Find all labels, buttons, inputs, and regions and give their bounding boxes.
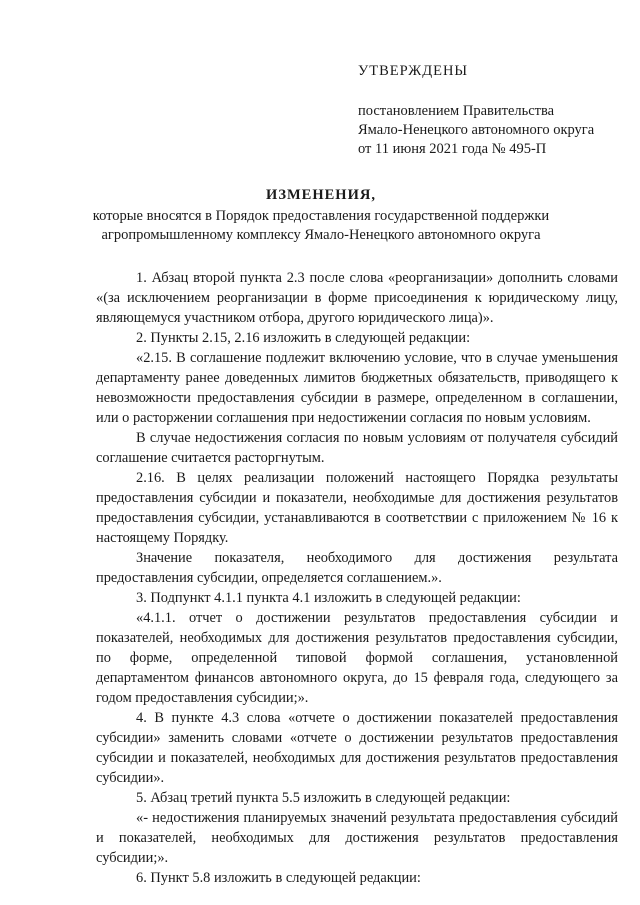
document-subtitle-line-1: которые вносятся в Порядок предоставления государственной поддержки	[92, 208, 550, 224]
approval-title: УТВЕРЖДЕНЫ	[358, 63, 469, 79]
paragraph-8: «4.1.1. отчет о достижении результатов предоставления субсидии и показателей, необходимых для достижения результатов предоставления субсидии, по форме, определенной типовой формой соглашения, установленной департаментом финансов автономного округа, до 15 февраля года, следующего за годом предоставления субсидии;».	[96, 610, 618, 706]
paragraph-3: «2.15. В соглашение подлежит включению условие, что в случае уменьшения департаменту ранее доведенных лимитов бюджетных обязательств, приводящего к невозможности предоставления субсидии в размере, определенном в соглашении, или о расторжении соглашения при недостижении согласия по новым условиям.	[96, 350, 618, 426]
document-body	[96, 268, 618, 888]
approval-line-2: Ямало-Ненецкого автономного округа	[358, 122, 595, 138]
paragraph-9: 4. В пункте 4.3 слова «отчете о достижении показателей предоставления субсидии» заменить словами «отчете о достижении результатов предоставления субсидии и показателей, необходимых для достижения результатов предоставления субсидии».	[96, 710, 618, 786]
document-title: ИЗМЕНЕНИЯ,	[266, 187, 376, 203]
paragraph-12: 6. Пункт 5.8 изложить в следующей редакции:	[136, 870, 421, 886]
paragraph-1: 1. Абзац второй пункта 2.3 после слова «реорганизации» дополнить словами «(за исключением реорганизации в форме присоединения к юридическому лицу, являющемуся участником отбора, другого юридического лица)».	[96, 270, 618, 326]
paragraph-6: Значение показателя, необходимого для достижения результата предоставления субсидии, определяется соглашением.».	[96, 550, 618, 586]
approval-line-1: постановлением Правительства	[358, 103, 555, 119]
paragraph-5: 2.16. В целях реализации положений настоящего Порядка результаты предоставления субсидии и показатели, необходимые для достижения результатов предоставления субсидии, устанавливаются в соответствии с приложением № 16 к настоящему Порядку.	[96, 470, 618, 546]
paragraph-4: В случае недостижения согласия по новым условиям от получателя субсидий соглашение считается расторгнутым.	[96, 430, 618, 466]
paragraph-11: «- недостижения планируемых значений результата предоставления субсидий и показателей, необходимых для достижения результатов предоставления субсидии;».	[96, 810, 618, 866]
document-subtitle-line-2: агропромышленному комплексу Ямало-Ненецкого автономного округа	[101, 227, 541, 243]
approval-line-3: от 11 июня 2021 года № 495-П	[358, 141, 547, 157]
document-heading	[84, 186, 558, 245]
paragraph-2: 2. Пункты 2.15, 2.16 изложить в следующей редакции:	[136, 330, 471, 346]
paragraph-10: 5. Абзац третий пункта 5.5 изложить в следующей редакции:	[136, 790, 511, 806]
paragraph-7: 3. Подпункт 4.1.1 пункта 4.1 изложить в следующей редакции:	[136, 590, 521, 606]
approval-block	[358, 62, 628, 159]
